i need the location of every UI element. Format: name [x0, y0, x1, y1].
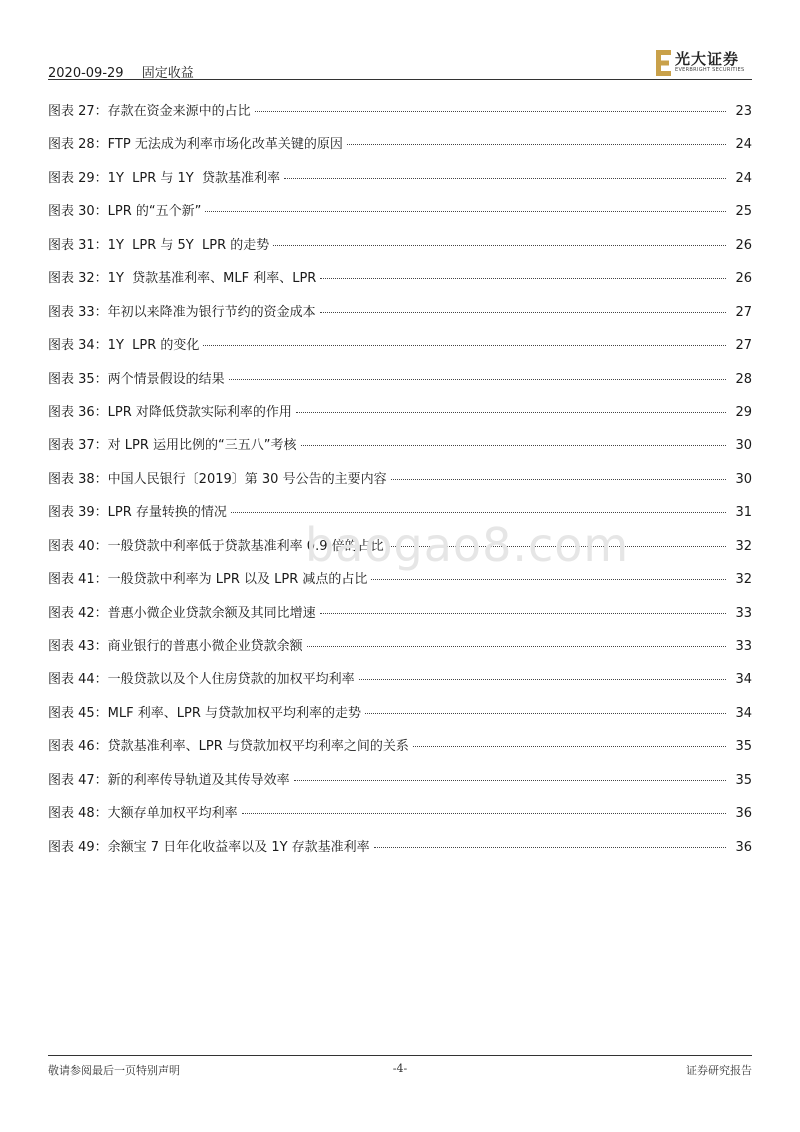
header-section: 固定收益	[141, 66, 194, 81]
toc-entry[interactable]	[48, 735, 752, 768]
toc-entry-page: 31	[735, 505, 752, 521]
footer-report-type: 证券研究报告	[686, 1064, 752, 1077]
toc-entry-label: 图表 42：普惠小微企业贷款余额及其同比增速	[48, 605, 316, 621]
toc-entry-page: 35	[735, 772, 752, 788]
toc-entry-label: 图表 41：一般贷款中利率为 LPR 以及 LPR 减点的占比	[48, 572, 368, 588]
toc-entry-page: 27	[735, 304, 752, 320]
toc-entry[interactable]	[48, 568, 752, 601]
toc-entry-page: 27	[735, 338, 752, 354]
toc-dot-leader	[301, 445, 726, 446]
logo-mark-icon	[656, 50, 672, 76]
page-header	[48, 48, 752, 81]
toc-entry[interactable]	[48, 267, 752, 300]
company-logo	[656, 48, 752, 78]
toc-entry-label: 图表 31：1Y LPR 与 5Y LPR 的走势	[48, 237, 270, 253]
toc-entry-label: 图表 43：商业银行的普惠小微企业贷款余额	[48, 639, 303, 654]
toc-entry-label: 图表 37：对 LPR 运用比例的“三五八”考核	[48, 438, 297, 454]
toc-entry-page: 34	[735, 672, 752, 688]
toc-dot-leader	[255, 111, 726, 112]
toc-entry[interactable]	[48, 702, 752, 735]
toc-dot-leader	[320, 613, 726, 614]
toc-entry-label: 图表 27：存款在资金来源中的占比	[48, 104, 251, 119]
toc-entry[interactable]	[48, 602, 752, 635]
toc-entry[interactable]	[48, 802, 752, 835]
toc-entry-page: 28	[735, 371, 752, 387]
toc-entry-page: 32	[735, 572, 752, 588]
toc-entry-label: 图表 44：一般贷款以及个人住房贷款的加权平均利率	[48, 672, 355, 688]
toc-entry[interactable]	[48, 301, 752, 334]
page-number: -4-	[392, 1062, 408, 1075]
toc-dot-leader	[205, 211, 726, 212]
toc-entry-label: 图表 49：余额宝 7 日年化收益率以及 1Y 存款基准利率	[48, 839, 370, 855]
toc-entry-page: 30	[735, 438, 752, 454]
toc-dot-leader	[320, 312, 726, 313]
toc-dot-leader	[242, 813, 726, 814]
toc-entry-page: 35	[735, 739, 752, 755]
header-divider	[48, 79, 752, 80]
logo-text-cn: 光大证券	[675, 50, 740, 68]
toc-dot-leader	[359, 679, 726, 680]
toc-entry-page: 25	[735, 204, 752, 220]
toc-entry[interactable]	[48, 234, 752, 267]
toc-entry[interactable]	[48, 836, 752, 869]
toc-entry[interactable]	[48, 468, 752, 501]
toc-entry[interactable]	[48, 167, 752, 200]
toc-dot-leader	[371, 579, 726, 580]
toc-entry[interactable]	[48, 401, 752, 434]
toc-entry-label: 图表 38：中国人民银行〔2019〕第 30 号公告的主要内容	[48, 471, 387, 487]
toc-dot-leader	[229, 379, 726, 380]
toc-dot-leader	[374, 847, 726, 848]
toc-entry[interactable]	[48, 100, 752, 133]
logo-text-en: EVERBRIGHT SECURITIES	[675, 67, 745, 73]
toc-entry[interactable]	[48, 368, 752, 401]
toc-entry-page: 29	[735, 404, 752, 420]
footer-disclaimer: 敬请参阅最后一页特别声明	[48, 1064, 180, 1077]
toc-dot-leader	[320, 278, 726, 279]
toc-entry-page: 32	[735, 538, 752, 554]
toc-dot-leader	[365, 713, 726, 714]
toc-entry-label: 图表 28：FTP 无法成为利率市场化改革关键的原因	[48, 137, 343, 153]
toc-entry-page: 33	[735, 605, 752, 621]
toc-entry-page: 26	[735, 271, 752, 287]
toc-entry-label: 图表 40：一般贷款中利率低于贷款基准利率 0.9 倍的占比	[48, 538, 384, 554]
figure-list	[48, 100, 752, 869]
toc-entry-page: 30	[735, 471, 752, 487]
toc-dot-leader	[273, 245, 726, 246]
toc-entry-page: 26	[735, 237, 752, 253]
toc-entry-label: 图表 35：两个情景假设的结果	[48, 371, 225, 387]
toc-entry-page: 33	[735, 639, 752, 654]
toc-entry-label: 图表 33：年初以来降准为银行节约的资金成本	[48, 304, 316, 320]
toc-dot-leader	[307, 646, 726, 647]
toc-entry[interactable]	[48, 133, 752, 166]
toc-dot-leader	[284, 178, 726, 179]
toc-entry[interactable]	[48, 334, 752, 367]
toc-dot-leader	[231, 512, 726, 513]
toc-entry[interactable]	[48, 635, 752, 668]
toc-dot-leader	[296, 412, 726, 413]
toc-dot-leader	[391, 479, 726, 480]
toc-dot-leader	[294, 780, 726, 781]
toc-entry-label: 图表 34：1Y LPR 的变化	[48, 338, 200, 354]
toc-dot-leader	[413, 746, 726, 747]
toc-entry[interactable]	[48, 434, 752, 467]
page-footer	[48, 1055, 752, 1080]
toc-entry-label: 图表 36：LPR 对降低贷款实际利率的作用	[48, 404, 292, 420]
header-date: 2020-09-29	[48, 66, 124, 81]
watermark: baogao8.com	[305, 518, 630, 572]
toc-entry-page: 34	[735, 705, 752, 721]
toc-entry-label: 图表 29：1Y LPR 与 1Y 贷款基准利率	[48, 170, 281, 186]
toc-entry-page: 36	[735, 839, 752, 855]
toc-entry[interactable]	[48, 668, 752, 701]
toc-entry-label: 图表 30：LPR 的“五个新”	[48, 204, 202, 220]
toc-entry-page: 23	[735, 104, 752, 119]
toc-entry-page: 24	[735, 170, 752, 186]
toc-entry[interactable]	[48, 200, 752, 233]
toc-entry-page: 24	[735, 137, 752, 153]
toc-entry[interactable]	[48, 769, 752, 802]
toc-entry-label: 图表 46：贷款基准利率、LPR 与贷款加权平均利率之间的关系	[48, 739, 409, 755]
toc-entry-page: 36	[735, 806, 752, 822]
toc-entry-label: 图表 47：新的利率传导轨道及其传导效率	[48, 772, 290, 788]
toc-entry-label: 图表 48：大额存单加权平均利率	[48, 806, 238, 822]
toc-entry-label: 图表 39：LPR 存量转换的情况	[48, 505, 227, 521]
toc-dot-leader	[347, 144, 726, 145]
toc-dot-leader	[203, 345, 726, 346]
toc-entry-label: 图表 32：1Y 贷款基准利率、MLF 利率、LPR	[48, 271, 317, 287]
toc-entry-label: 图表 45：MLF 利率、LPR 与贷款加权平均利率的走势	[48, 705, 361, 721]
